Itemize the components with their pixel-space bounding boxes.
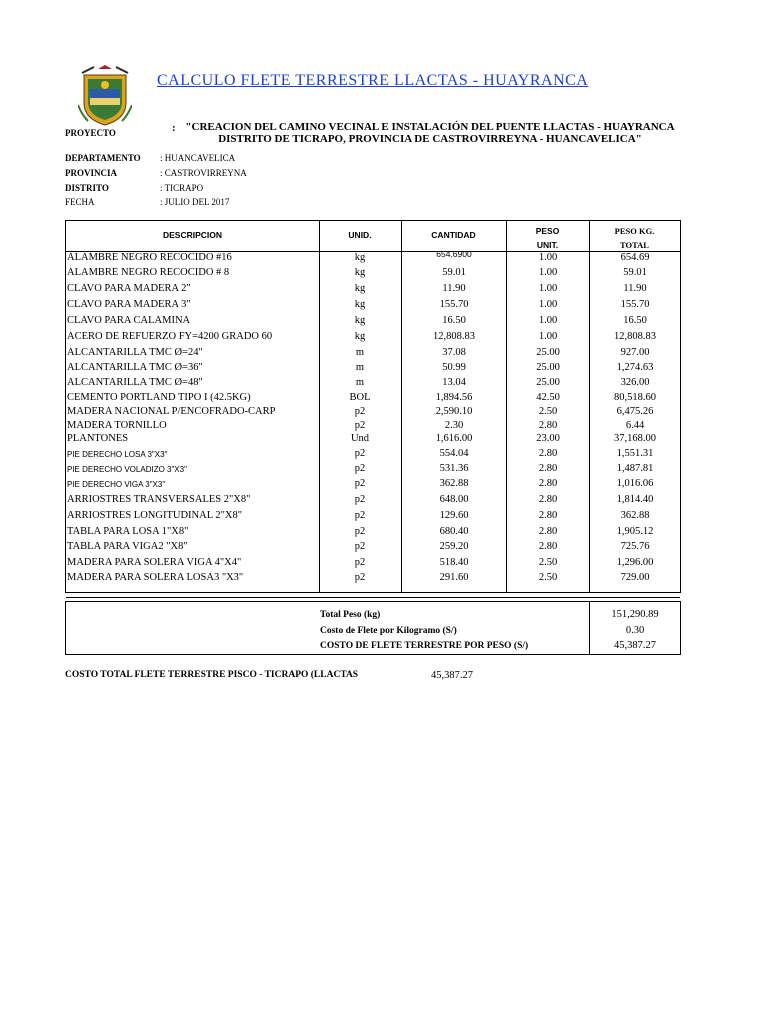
footer-total-value: 45,387.27 xyxy=(431,670,473,681)
body-divider xyxy=(66,597,680,598)
row-cantidad: 2.30 xyxy=(444,420,464,431)
row-peso-total: 6,475.26 xyxy=(616,406,654,417)
header-total-line1: PESO KG. xyxy=(614,226,655,236)
row-cantidad: 1,894.56 xyxy=(435,392,473,403)
row-descripcion: ALCANTARILLA TMC Ø=48" xyxy=(67,377,203,388)
materials-table xyxy=(65,220,681,593)
row-peso-total: 59.01 xyxy=(623,267,647,278)
row-unidad: p2 xyxy=(354,541,366,552)
table-row xyxy=(66,347,680,362)
row-peso-unit: 2.80 xyxy=(538,526,558,537)
row-descripcion: ARRIOSTRES LONGITUDINAL 2"X8" xyxy=(67,510,243,521)
header-peso-line1: PESO xyxy=(535,226,560,236)
row-peso-total: 326.00 xyxy=(620,377,650,388)
row-peso-unit: 2.80 xyxy=(538,420,558,431)
row-descripcion: MADERA NACIONAL P/ENCOFRADO-CARP xyxy=(67,406,276,417)
header-descripcion: DESCRIPCION xyxy=(162,230,223,240)
row-cantidad: 12,808.83 xyxy=(433,331,475,342)
row-unidad: m xyxy=(355,377,365,388)
row-peso-total: 1,274.63 xyxy=(616,362,654,373)
row-unidad: p2 xyxy=(354,406,366,417)
row-peso-total: 6.44 xyxy=(625,420,645,431)
total-peso-value: 151,290.89 xyxy=(611,609,659,620)
header-peso-line2: UNIT. xyxy=(536,240,559,250)
row-cantidad: 259.20 xyxy=(439,541,469,552)
row-peso-unit: 1.00 xyxy=(538,315,558,326)
row-unidad: p2 xyxy=(354,526,366,537)
row-peso-unit: 2.80 xyxy=(538,448,558,459)
row-peso-total: 1,905.12 xyxy=(616,526,654,537)
row-peso-total: 1,016.06 xyxy=(616,478,654,489)
table-row xyxy=(66,433,680,448)
row-peso-unit: 2.80 xyxy=(538,541,558,552)
row-unidad: p2 xyxy=(354,420,366,431)
row-cantidad: 155.70 xyxy=(439,299,469,310)
row-unidad: Und xyxy=(350,433,370,444)
row-cantidad: 16.50 xyxy=(442,315,466,326)
row-unidad: p2 xyxy=(354,463,366,474)
row-unidad: p2 xyxy=(354,510,366,521)
row-unidad: p2 xyxy=(354,494,366,505)
table-row xyxy=(66,249,680,267)
row-descripcion: MADERA PARA SOLERA VIGA 4"X4" xyxy=(67,557,242,568)
row-peso-total: 725.76 xyxy=(620,541,650,552)
header-unidad: UNID. xyxy=(348,230,372,240)
costo-kilogramo-value: 0.30 xyxy=(625,625,645,636)
row-unidad: BOL xyxy=(349,392,371,403)
provincia-label: PROVINCIA xyxy=(65,168,118,178)
fecha-value: : JULIO DEL 2017 xyxy=(160,197,230,207)
header-peso-total xyxy=(589,224,680,252)
row-peso-total: 1,814.40 xyxy=(616,494,654,505)
row-descripcion: PIE DERECHO VIGA 3"X3" xyxy=(67,480,166,489)
row-unidad: p2 xyxy=(354,572,366,583)
row-peso-total: 37,168.00 xyxy=(614,433,656,444)
row-descripcion: ALAMBRE NEGRO RECOCIDO # 8 xyxy=(67,267,230,278)
table-row xyxy=(66,463,680,478)
header-peso-unit xyxy=(506,224,589,252)
row-peso-total: 11.90 xyxy=(623,283,647,294)
row-peso-unit: 2.50 xyxy=(538,572,558,583)
row-cantidad: 129.60 xyxy=(439,510,469,521)
row-unidad: kg xyxy=(354,252,366,263)
costo-kilogramo-label: Costo de Flete por Kilogramo (S/) xyxy=(320,626,457,636)
row-peso-unit: 1.00 xyxy=(538,252,558,263)
row-descripcion: PIE DERECHO LOSA 3"X3" xyxy=(67,450,168,459)
row-unidad: kg xyxy=(354,267,366,278)
total-peso-label: Total Peso (kg) xyxy=(320,610,381,620)
table-row xyxy=(66,377,680,392)
row-cantidad: 554.04 xyxy=(439,448,469,459)
row-peso-unit: 25.00 xyxy=(536,347,560,358)
row-peso-total: 1,487.81 xyxy=(616,463,654,474)
project-colon: : xyxy=(172,122,176,134)
totals-box xyxy=(65,601,681,655)
table-row xyxy=(66,494,680,509)
row-cantidad: 11.90 xyxy=(442,283,466,294)
row-peso-total: 362.88 xyxy=(620,510,650,521)
row-unidad: kg xyxy=(354,331,366,342)
page-title: CALCULO FLETE TERRESTRE LLACTAS - HUAYRANCA xyxy=(157,72,589,89)
row-peso-total: 80,518.60 xyxy=(614,392,656,403)
row-peso-unit: 23.00 xyxy=(536,433,560,444)
row-peso-unit: 25.00 xyxy=(536,377,560,388)
row-peso-total: 1,296.00 xyxy=(616,557,654,568)
fecha-label: FECHA xyxy=(65,197,95,207)
project-line-2: DISTRITO DE TICRAPO, PROVINCIA DE CASTROVIRREYNA - HUANCAVELICA" xyxy=(218,133,642,145)
row-unidad: p2 xyxy=(354,448,366,459)
row-cantidad: 1,616.00 xyxy=(435,433,473,444)
row-descripcion: CLAVO PARA MADERA 2" xyxy=(67,283,191,294)
row-unidad: kg xyxy=(354,299,366,310)
project-description xyxy=(180,121,680,145)
row-peso-total: 16.50 xyxy=(623,315,647,326)
row-peso-unit: 42.50 xyxy=(536,392,560,403)
table-row xyxy=(66,267,680,282)
costo-flete-label: COSTO DE FLETE TERRESTRE POR PESO (S/) xyxy=(320,641,529,651)
row-cantidad: 37.08 xyxy=(442,347,466,358)
table-row xyxy=(66,283,680,298)
row-descripcion: ALCANTARILLA TMC Ø=24" xyxy=(67,347,203,358)
row-descripcion: ARRIOSTRES TRANSVERSALES 2"X8" xyxy=(67,494,251,505)
row-peso-unit: 2.80 xyxy=(538,494,558,505)
table-row xyxy=(66,557,680,572)
row-peso-unit: 2.80 xyxy=(538,478,558,489)
row-peso-total: 155.70 xyxy=(620,299,650,310)
row-peso-unit: 1.00 xyxy=(538,283,558,294)
table-row xyxy=(66,299,680,314)
row-unidad: kg xyxy=(354,283,366,294)
distrito-label: DISTRITO xyxy=(65,183,109,193)
row-peso-total: 729.00 xyxy=(620,572,650,583)
row-descripcion: CLAVO PARA MADERA 3" xyxy=(67,299,191,310)
table-row xyxy=(66,406,680,421)
row-descripcion: CLAVO PARA CALAMINA xyxy=(67,315,191,326)
row-cantidad: 531.36 xyxy=(439,463,469,474)
row-peso-unit: 2.50 xyxy=(538,406,558,417)
row-descripcion: MADERA PARA SOLERA LOSA3 "X3" xyxy=(67,572,244,583)
project-line-1: "CREACION DEL CAMINO VECINAL E INSTALACIÓN DEL PUENTE LLACTAS - HUAYRANCA xyxy=(185,121,675,133)
header-cantidad: CANTIDAD xyxy=(431,230,476,240)
row-descripcion: ACERO DE REFUERZO FY=4200 GRADO 60 xyxy=(67,331,273,342)
row-cantidad: 50.99 xyxy=(442,362,466,373)
row-descripcion: CEMENTO PORTLAND TIPO I (42.5KG) xyxy=(67,392,251,403)
distrito-value: : TICRAPO xyxy=(160,183,204,193)
header-total-line2: TOTAL xyxy=(620,240,649,250)
costo-flete-value: 45,387.27 xyxy=(614,640,656,651)
departamento-value: : HUANCAVELICA xyxy=(160,153,236,163)
row-descripcion: PIE DERECHO VOLADIZO 3"X3" xyxy=(67,465,187,474)
row-unidad: m xyxy=(355,347,365,358)
row-cantidad: 654.6900 xyxy=(436,249,472,259)
table-row xyxy=(66,541,680,556)
row-peso-total: 1,551.31 xyxy=(616,448,654,459)
row-unidad: kg xyxy=(354,315,366,326)
row-peso-unit: 1.00 xyxy=(538,267,558,278)
row-cantidad: 518.40 xyxy=(439,557,469,568)
table-row xyxy=(66,478,680,493)
row-descripcion: ALAMBRE NEGRO RECOCIDO #16 xyxy=(67,252,232,263)
row-cantidad: 2,590.10 xyxy=(435,406,473,417)
row-unidad: p2 xyxy=(354,557,366,568)
table-row xyxy=(66,315,680,330)
row-cantidad: 648.00 xyxy=(439,494,469,505)
row-descripcion: TABLA PARA VIGA2 "X8" xyxy=(67,541,188,552)
row-cantidad: 680.40 xyxy=(439,526,469,537)
footer-total-label: COSTO TOTAL FLETE TERRESTRE PISCO - TICRAPO (LLACTAS xyxy=(65,670,359,680)
row-cantidad: 13.04 xyxy=(442,377,466,388)
row-peso-unit: 2.80 xyxy=(538,510,558,521)
row-descripcion: ALCANTARILLA TMC Ø=36" xyxy=(67,362,203,373)
table-row xyxy=(66,392,680,407)
row-unidad: m xyxy=(355,362,365,373)
departamento-label: DEPARTAMENTO xyxy=(65,153,141,163)
row-peso-total: 12,808.83 xyxy=(614,331,656,342)
table-row xyxy=(66,526,680,541)
coat-of-arms-logo xyxy=(78,65,132,127)
row-descripcion: MADERA TORNILLO xyxy=(67,420,167,431)
row-descripcion: PLANTONES xyxy=(67,433,129,444)
table-row xyxy=(66,510,680,525)
project-label: PROYECTO xyxy=(65,128,116,138)
row-unidad: p2 xyxy=(354,478,366,489)
row-cantidad: 291.60 xyxy=(439,572,469,583)
table-row xyxy=(66,331,680,346)
row-peso-total: 654.69 xyxy=(620,252,650,263)
row-peso-unit: 2.80 xyxy=(538,463,558,474)
table-row xyxy=(66,362,680,377)
row-cantidad: 362.88 xyxy=(439,478,469,489)
row-descripcion: TABLA PARA LOSA 1"X8" xyxy=(67,526,189,537)
table-row xyxy=(66,572,680,587)
row-peso-unit: 1.00 xyxy=(538,299,558,310)
table-row xyxy=(66,448,680,463)
row-peso-unit: 1.00 xyxy=(538,331,558,342)
provincia-value: : CASTROVIRREYNA xyxy=(160,168,247,178)
row-peso-unit: 2.50 xyxy=(538,557,558,568)
row-peso-unit: 25.00 xyxy=(536,362,560,373)
row-cantidad: 59.01 xyxy=(442,267,466,278)
row-peso-total: 927.00 xyxy=(620,347,650,358)
